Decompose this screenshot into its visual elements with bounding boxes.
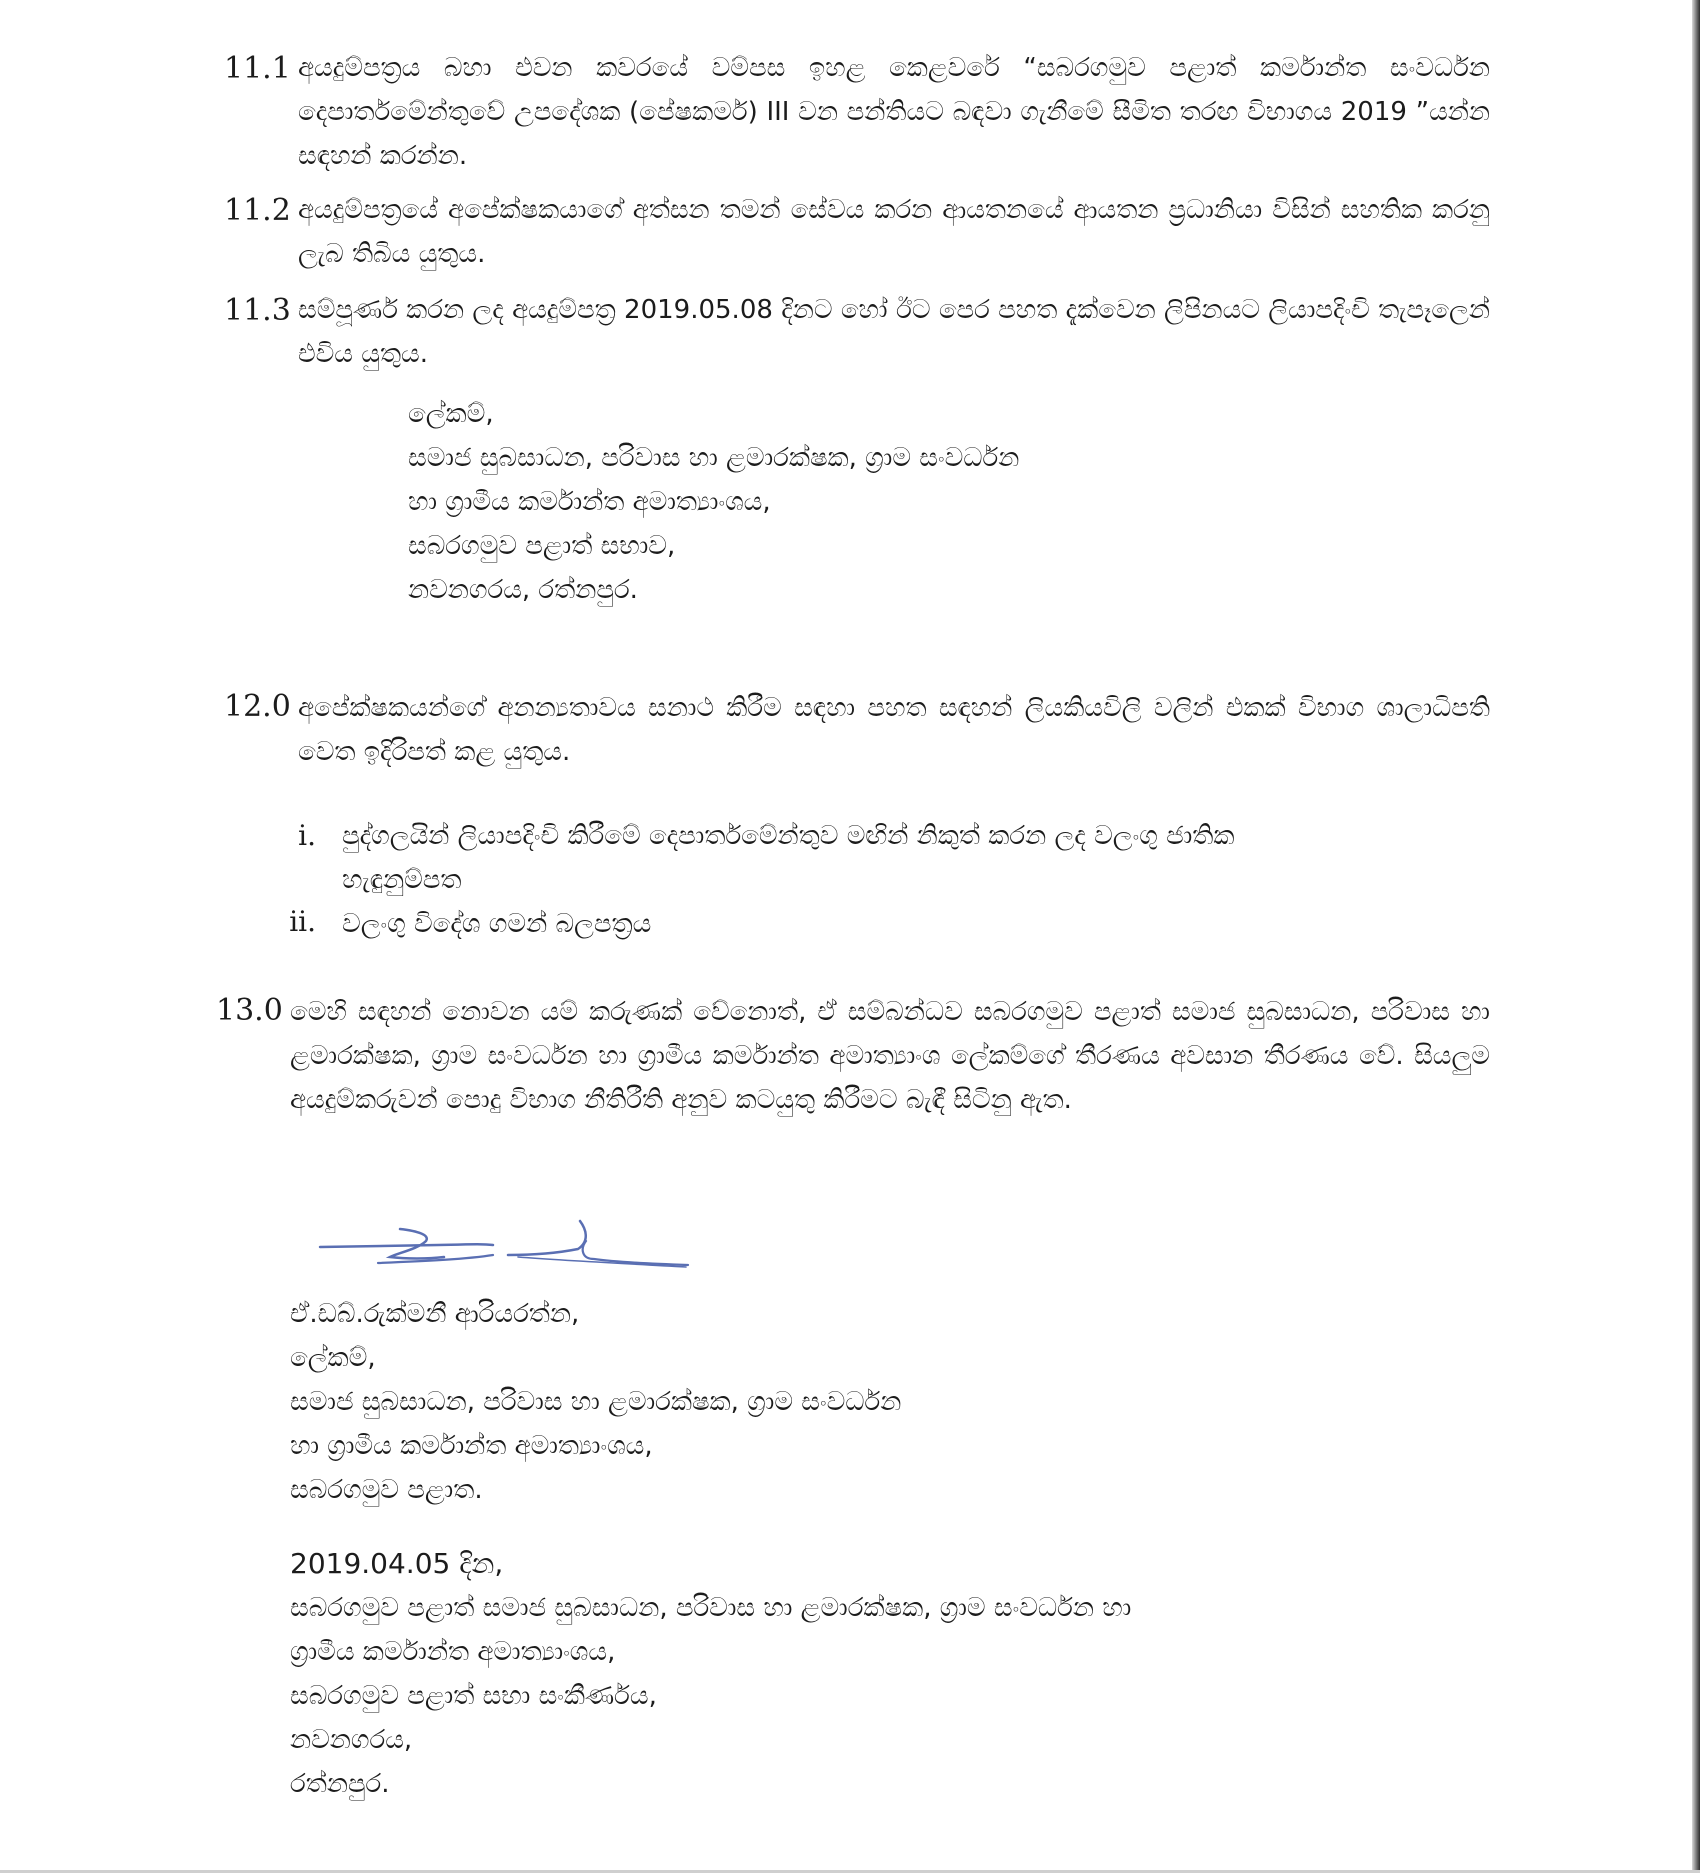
issue-date: 2019.04.05 දින, (290, 1547, 504, 1580)
address-line: ලේකම්, (408, 399, 494, 429)
section-11-1-text: අයදුම්පත්‍රය බහා එවන කවරයේ වම්පස ඉහළ කෙළවරේ “සබරගමුව පළාත් කර්මාන්ත සංවර්ධන දෙපාර්තමේන්තුවේ උපදේශක (පේෂකර්ම) III වන පන්තියට බඳවා ගැනීමේ සීමිත තරඟ විභාගය 2019 ”යන්න සඳහන් කරන්න. (298, 53, 1490, 171)
section-11-3-text: සම්පූර්ණ කරන ලද අයදුම්පත්‍ර 2019.05.08 දිනට හෝ ඊට පෙර පහත දැක්වෙන ලිපිනයට ලියාපදිංචි තැපෑලෙන් එවිය යුතුය. (298, 295, 1490, 369)
signatory-line: සමාජ සුබසාධන, පරිවාස හා ළමාරක්ෂක, ග්‍රාම සංවර්ධන (290, 1387, 902, 1417)
section-13-0-text: මෙහි සඳහන් නොවන යම් කරුණක් වේනොත්, ඒ සම්බන්ධව සබරගමුව පළාත් සමාජ සුබසාධන, පරිවාස හා ළමාරක්ෂක, ග්‍රාම සංවර්ධන හා ග්‍රාමීය කර්මාන්ත අමාත්‍යාංශ ලේකම්ගේ තීරණය අවසාන තීරණය වේ. සියලුම අයදුම්කරුවන් පොදු විභාග නීතිරීති අනුව කටයුතු කිරීමට බැඳී සිටිනු ඇත. (290, 997, 1490, 1115)
address-line: සබරගමුව පළාත් සභාව, (408, 531, 676, 561)
issue-line: රත්නපුර. (290, 1769, 390, 1799)
signatory-line: සබරගමුව පළාත. (290, 1475, 483, 1505)
issue-line: සබරගමුව පළාත් සමාජ සුබසාධන, පරිවාස හා ළමාරක්ෂක, ග්‍රාම සංවර්ධන හා (290, 1593, 1132, 1623)
section-12-0-text: අපේක්ෂකයන්ගේ අනන්‍යතාවය සනාථ කිරීම සඳහා පහත සඳහන් ලියකියවිලි වලින් එකක් විභාග ශාලාධිපති වෙත ඉදිරිපත් කළ යුතුය. (298, 693, 1490, 767)
scan-edge (1692, 0, 1700, 1873)
issue-line: නවනගරය, (290, 1725, 413, 1755)
signatory-name: ඒ.ඩබ්.රුක්මනී ආරියරත්න, (290, 1299, 580, 1329)
signatory-title: ලේකම්, (290, 1343, 376, 1373)
section-number-11-2: 11.2 (224, 193, 291, 228)
address-line: සමාජ සුබසාධන, පරිවාස හා ළමාරක්ෂක, ග්‍රාම සංවර්ධන (408, 443, 1020, 473)
address-line: නවනගරය, රත්නපුර. (408, 575, 638, 605)
issue-block (290, 1542, 1131, 1806)
signatory-line: හා ග්‍රාමීය කර්මාන්ත අමාත්‍යාංශය, (290, 1431, 653, 1461)
section-number-11-1: 11.1 (224, 51, 291, 86)
list-item-passport: වලංගු විදේශ ගමන් බලපත්‍රය (342, 909, 652, 939)
issue-line: සබරගමුව පළාත් සභා සංකීර්ණය, (290, 1681, 657, 1711)
section-number-13-0: 13.0 (216, 993, 283, 1028)
section-number-12-0: 12.0 (224, 689, 291, 724)
list-marker-ii: ii. (289, 905, 316, 938)
address-line: හා ග්‍රාමීය කර්මාන්ත අමාත්‍යාංශය, (408, 487, 771, 517)
section-11-2-text: අයදුම්පත්‍රයේ අපේක්ෂකයාගේ අත්සන තමන් සේවය කරන ආයතනයේ ආයතන ප්‍රධානියා විසින් සහතික කරනු ලැබ තිබිය යුතුය. (298, 195, 1490, 269)
list-marker-i: i. (298, 819, 316, 852)
list-item-id-card-cont: හැඳුනුම්පත (342, 865, 462, 895)
list-item-id-card: පුද්ගලයින් ලියාපදිංචි කිරීමේ දෙපාර්තමේන්තුව මඟින් නිකුත් කරන ලද වලංගු ජාතික (342, 821, 1235, 851)
section-number-11-3: 11.3 (224, 293, 291, 328)
signatory-block (290, 1292, 901, 1512)
handwritten-signature (318, 1215, 698, 1295)
issue-line: ග්‍රාමීය කර්මාන්ත අමාත්‍යාංශය, (290, 1637, 616, 1667)
submission-address (408, 392, 1019, 612)
